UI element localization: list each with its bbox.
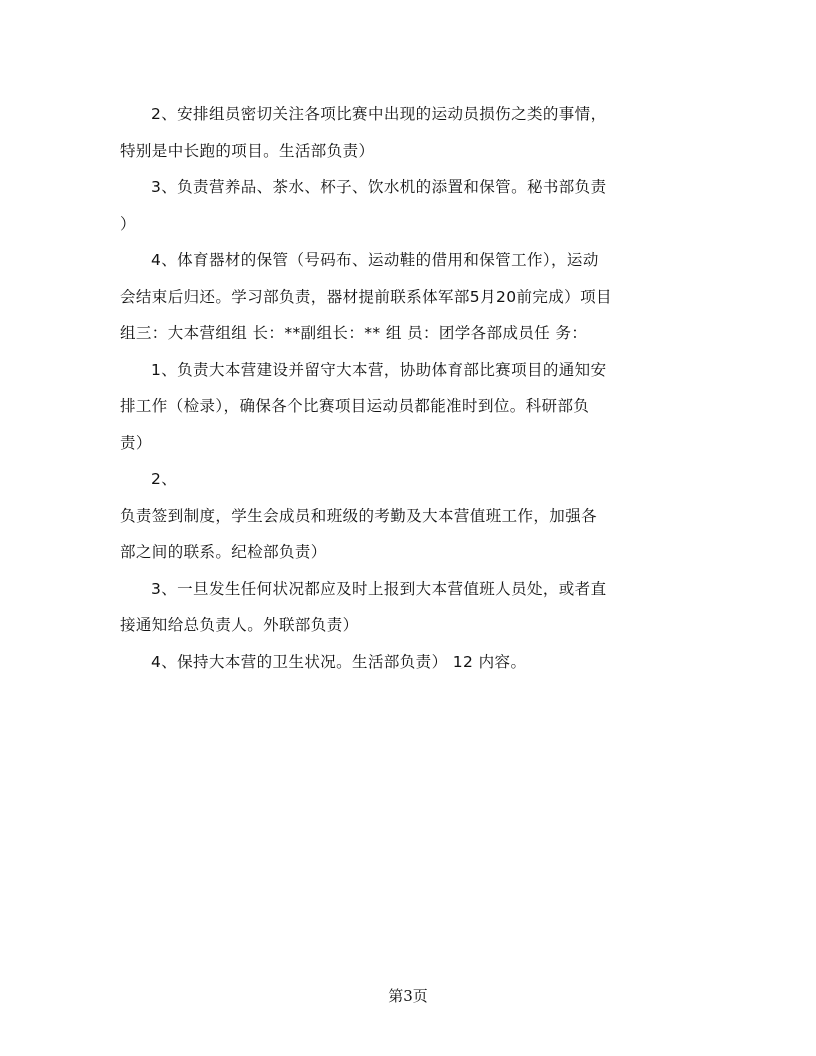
paragraph-line: 2、 <box>151 470 178 488</box>
paragraph-line: 3、负责营养品、茶水、杯子、饮水机的添置和保管。秘书部负责 <box>151 178 607 196</box>
paragraph-line: 4、体育器材的保管（号码布、运动鞋的借用和保管工作），运动 <box>151 251 599 269</box>
paragraph-line: 3、一旦发生任何状况都应及时上报到大本营值班人员处，或者直 <box>151 579 607 598</box>
paragraph-line: 组三：大本营组组 长：**副组长：** 组 员：团学各部成员任 务： <box>120 324 588 342</box>
paragraph-line: 部之间的联系。纪检部负责） <box>120 543 327 561</box>
paragraph-line: 负责签到制度，学生会成员和班级的考勤及大本营值班工作，加强各 <box>120 506 598 525</box>
paragraph-line: 排工作（检录），确保各个比赛项目运动员都能准时到位。科研部负 <box>120 397 590 415</box>
paragraph-line: ） <box>120 214 136 233</box>
paragraph-line: 特别是中长跑的项目。生活部负责） <box>120 141 375 160</box>
paragraph-line: 1、负责大本营建设并留守大本营，协助体育部比赛项目的通知安 <box>151 360 607 379</box>
paragraph-line: 4、保持大本营的卫生状况。生活部负责） 12 内容。 <box>151 652 527 671</box>
document-body <box>120 96 700 680</box>
paragraph-line: 接通知给总负责人。外联部负责） <box>120 616 359 634</box>
paragraph-line: 2、安排组员密切关注各项比赛中出现的运动员损伤之类的事情， <box>151 105 607 123</box>
paragraph-line: 会结束后归还。学习部负责，器材提前联系体军部5月20前完成）项目 <box>120 287 612 306</box>
paragraph-line: 责） <box>120 433 152 452</box>
page-number: 第3页 <box>388 987 428 1005</box>
